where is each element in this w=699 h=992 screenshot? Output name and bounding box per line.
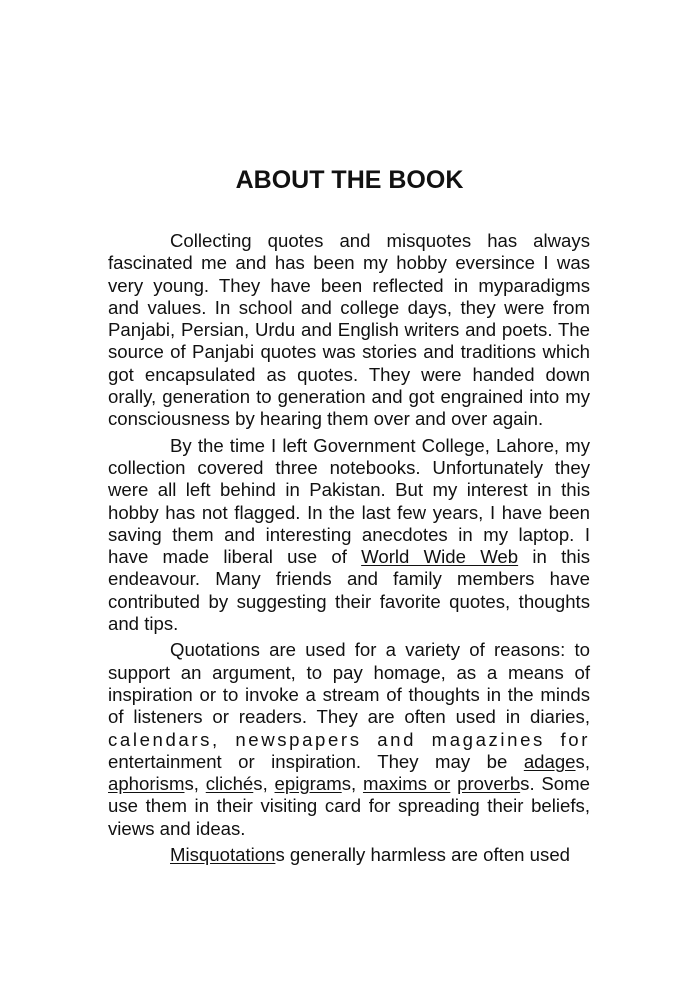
text-run: s, — [341, 773, 363, 795]
aphorism-underlined: aphorism — [108, 773, 185, 795]
page-title: ABOUT THE BOOK — [235, 166, 464, 194]
misquotation-underlined: Misquotation — [170, 844, 276, 866]
cliche-underlined: cliché — [205, 773, 254, 795]
text-run: s. Some use them in their visiting card for spreading their beliefs, views and ideas. — [108, 773, 590, 839]
body-text — [108, 230, 590, 870]
text-run: Collecting quotes and misquotes has always fascinated me and has been my hobby eversince I was very young. They have been reflected in myparadigms and values. In school and college days, they were from Panjabi, Persian, Urdu and English writers and poets. The source of Panjabi quotes was stories and traditions which got encapsulated as quotes. They were handed down orally, generation to generation and got engrained into my consciousness by hearing them over and over again. — [108, 230, 590, 430]
text-run: in this endeavour. Many friends and family members have contributed by suggesting their favorite quotes, thoughts and tips. — [108, 546, 590, 635]
text-run: s, — [575, 750, 590, 772]
text-run-spaced: calendars, newspapers and magazines for — [108, 728, 590, 750]
text-run: Quotations are used for a variety of reasons: to support an argument, to pay homage, as a means of inspiration or to invoke a stream of thoughts in the minds of listeners or readers. They are often used in diaries, — [108, 639, 590, 728]
world-wide-web-underlined: World Wide Web — [361, 546, 519, 568]
paragraph-1 — [108, 230, 590, 431]
text-run: entertainment or inspiration. They may be — [108, 750, 524, 772]
paragraph-2 — [108, 435, 590, 636]
text-run: s generally harmless are often used — [275, 844, 570, 866]
maxims-underlined: maxims or — [362, 773, 451, 795]
paragraph-3 — [108, 639, 590, 840]
adage-underlined: adage — [523, 750, 576, 772]
paragraph-4 — [108, 844, 590, 866]
text-run: s, — [253, 773, 275, 795]
text-run: By the time I left Government College, Lahore, my collection covered three notebooks. Unfortunately they were all left behind in Pakistan. But my interest in this hobby has not flagged. In the last few years, I have been saving them and interesting anecdotes in my laptop. I have made liberal use of — [108, 434, 590, 568]
epigram-underlined: epigram — [274, 773, 342, 795]
text-run: s, — [184, 773, 206, 795]
proverb-underlined: proverb — [457, 773, 521, 795]
